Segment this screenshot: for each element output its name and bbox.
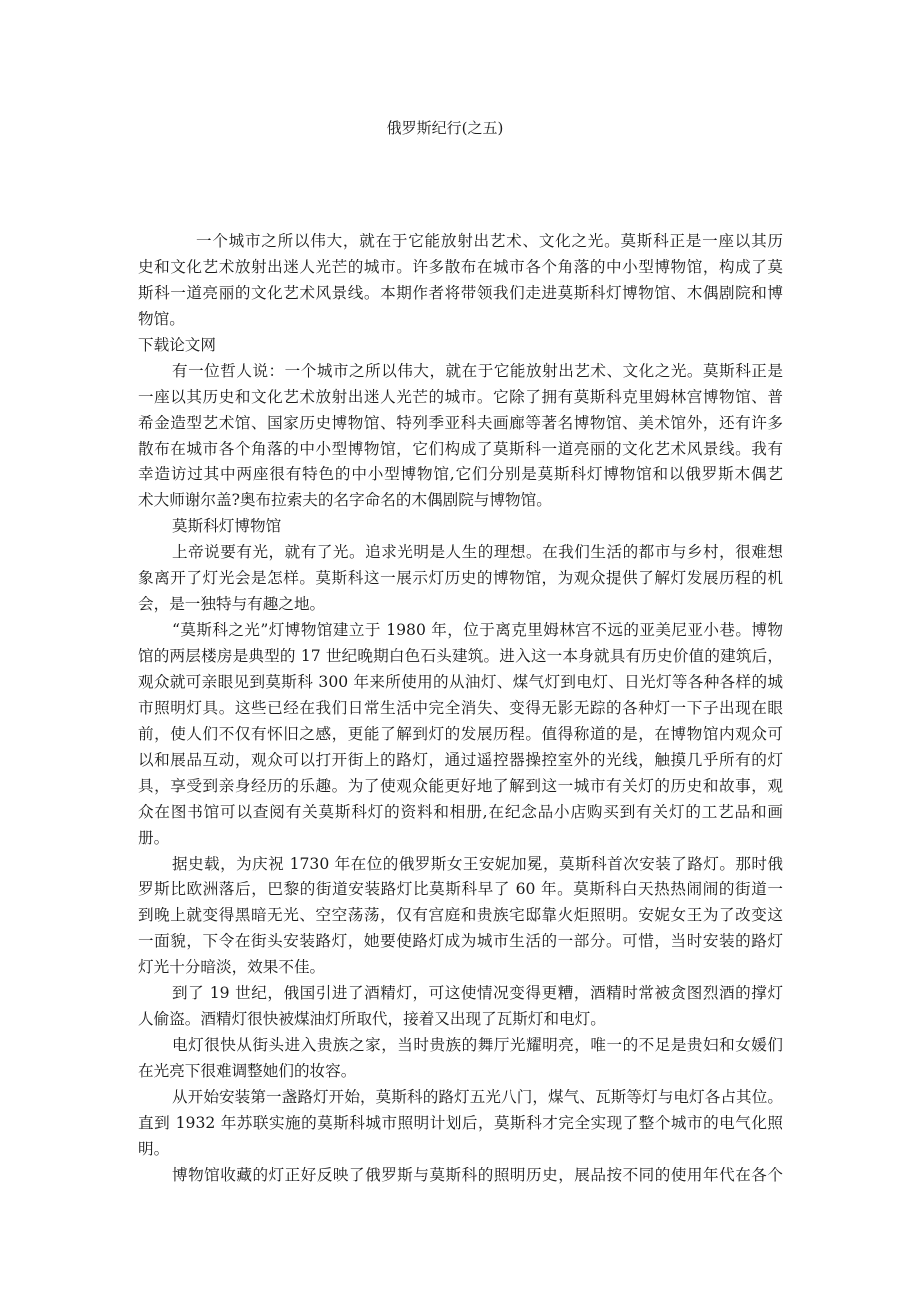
text-line: 前，使人们不仅有怀旧之感，更能了解到灯的发展历程。值得称道的是，在博物馆内观众可 — [138, 724, 783, 743]
text-line: 斯科一道亮丽的文化艺术风景线。本期作者将带领我们走进莫斯科灯博物馆、木偶剧院和博 — [138, 283, 783, 302]
text-line: 一座以其历史和文化艺术放射出迷人光芒的城市。它除了拥有莫斯科克里姆林宫博物馆、普 — [138, 387, 783, 406]
paragraph — [138, 618, 783, 851]
text-line: 幸造访过其中两座很有特色的中小型博物馆,它们分别是莫斯科灯博物馆和以俄罗斯木偶艺 — [138, 465, 783, 484]
text-line: 从开始安装第一盏路灯开始，莫斯科的路灯五光八门，煤气、瓦斯等灯与电灯各占其位。 — [172, 1087, 783, 1106]
text-line: 人偷盗。酒精灯很快被煤油灯所取代，接着又出现了瓦斯灯和电灯。 — [138, 1010, 606, 1029]
text-line: 博物馆收藏的灯正好反映了俄罗斯与莫斯科的照明历史，展品按不同的使用年代在各个 — [172, 1165, 783, 1184]
text-line: 下载论文网 — [138, 335, 216, 354]
text-line: 观众就可亲眼见到莫斯科 300 年来所使用的从油灯、煤气灯到电灯、日光灯等各种各样的城 — [138, 672, 783, 691]
text-line: 莫斯科灯博物馆 — [172, 517, 282, 536]
text-line: 一个城市之所以伟大，就在于它能放射出艺术、文化之光。莫斯科正是一座以其历 — [196, 232, 783, 250]
text-line: 罗斯比欧洲落后，巴黎的街道安装路灯比莫斯科早了 60 年。莫斯科白天热热闹闹的街道一 — [138, 880, 783, 899]
document-body — [138, 229, 783, 1189]
paragraph — [138, 359, 783, 515]
paragraph — [138, 540, 783, 618]
text-line: 直到 1932 年苏联实施的莫斯科城市照明计划后，莫斯科才完全实现了整个城市的电气化照 — [138, 1113, 783, 1132]
text-line: 众在图书馆可以查阅有关莫斯科灯的资料和相册,在纪念品小店购买到有关灯的工艺品和画 — [138, 802, 783, 821]
text-line: 史和文化艺术放射出迷人光芒的城市。许多散布在城市各个角落的中小型博物馆，构成了莫 — [138, 257, 783, 276]
paragraph — [138, 981, 783, 1033]
text-line: 到晚上就变得黑暗无光、空空荡荡，仅有宫庭和贵族宅邸靠火炬照明。安妮女王为了改变这 — [138, 906, 783, 925]
text-line: 象离开了灯光会是怎样。莫斯科这一展示灯历史的博物馆，为观众提供了解灯发展历程的机 — [138, 569, 783, 588]
text-line: 馆的两层楼房是典型的 17 世纪晚期白色石头建筑。进入这一本身就具有历史价值的建筑后， — [138, 647, 783, 665]
paragraph — [138, 229, 783, 333]
text-line: “莫斯科之光”灯博物馆建立于 1980 年，位于离克里姆林宫不远的亚美尼亚小巷。博物 — [172, 621, 783, 640]
text-line: 以和展品互动，观众可以打开街上的路灯，通过遥控器操控室外的光线，触摸几乎所有的灯 — [138, 750, 783, 769]
document-title: 俄罗斯纪行(之五) — [386, 119, 504, 137]
text-line: 册。 — [138, 828, 170, 847]
text-line: 上帝说要有光，就有了光。追求光明是人生的理想。在我们生活的都市与乡村，很难想 — [172, 543, 783, 562]
section-heading — [138, 514, 783, 540]
text-line: 物馆。 — [138, 309, 185, 328]
text-line: 术大师谢尔盖?奥布拉索夫的名字命名的木偶剧院与博物馆。 — [138, 491, 552, 510]
paragraph — [138, 1033, 783, 1085]
paragraph — [138, 852, 783, 982]
source-label — [138, 333, 783, 359]
text-line: 电灯很快从街头进入贵族之家，当时贵族的舞厅光耀明亮，唯一的不足是贵妇和女媛们 — [172, 1036, 783, 1055]
paragraph — [138, 1163, 783, 1189]
text-line: 灯光十分暗淡，效果不佳。 — [138, 958, 326, 977]
text-line: 散布在城市各个角落的中小型博物馆，它们构成了莫斯科一道亮丽的文化艺术风景线。我有 — [138, 439, 783, 458]
text-line: 在光亮下很难调整她们的妆容。 — [138, 1062, 357, 1080]
text-line: 一面貌，下令在街头安装路灯，她要使路灯成为城市生活的一部分。可惜，当时安装的路灯 — [138, 932, 783, 951]
text-line: 明。 — [138, 1139, 170, 1158]
text-line: 具，享受到亲身经历的乐趣。为了使观众能更好地了解到这一城市有关灯的历史和故事，观 — [138, 776, 783, 795]
text-line: 市照明灯具。这些已经在我们日常生活中完全消失、变得无影无踪的各种灯一下子出现在眼 — [138, 698, 783, 717]
text-line: 到了 19 世纪，俄国引进了酒精灯，可这使情况变得更糟，酒精时常被贪图烈酒的撑灯 — [172, 984, 783, 1003]
paragraph — [138, 1085, 783, 1163]
text-line: 希金造型艺术馆、国家历史博物馆、特列季亚科夫画廊等著名博物馆、美术馆外，还有许多 — [138, 413, 783, 432]
text-line: 会，是一独特与有趣之地。 — [138, 595, 326, 614]
text-line: 有一位哲人说：一个城市之所以伟大，就在于它能放射出艺术、文化之光。莫斯科正是 — [172, 361, 783, 380]
text-line: 据史载，为庆祝 1730 年在位的俄罗斯女王安妮加冕，莫斯科首次安装了路灯。那时俄 — [172, 854, 783, 873]
